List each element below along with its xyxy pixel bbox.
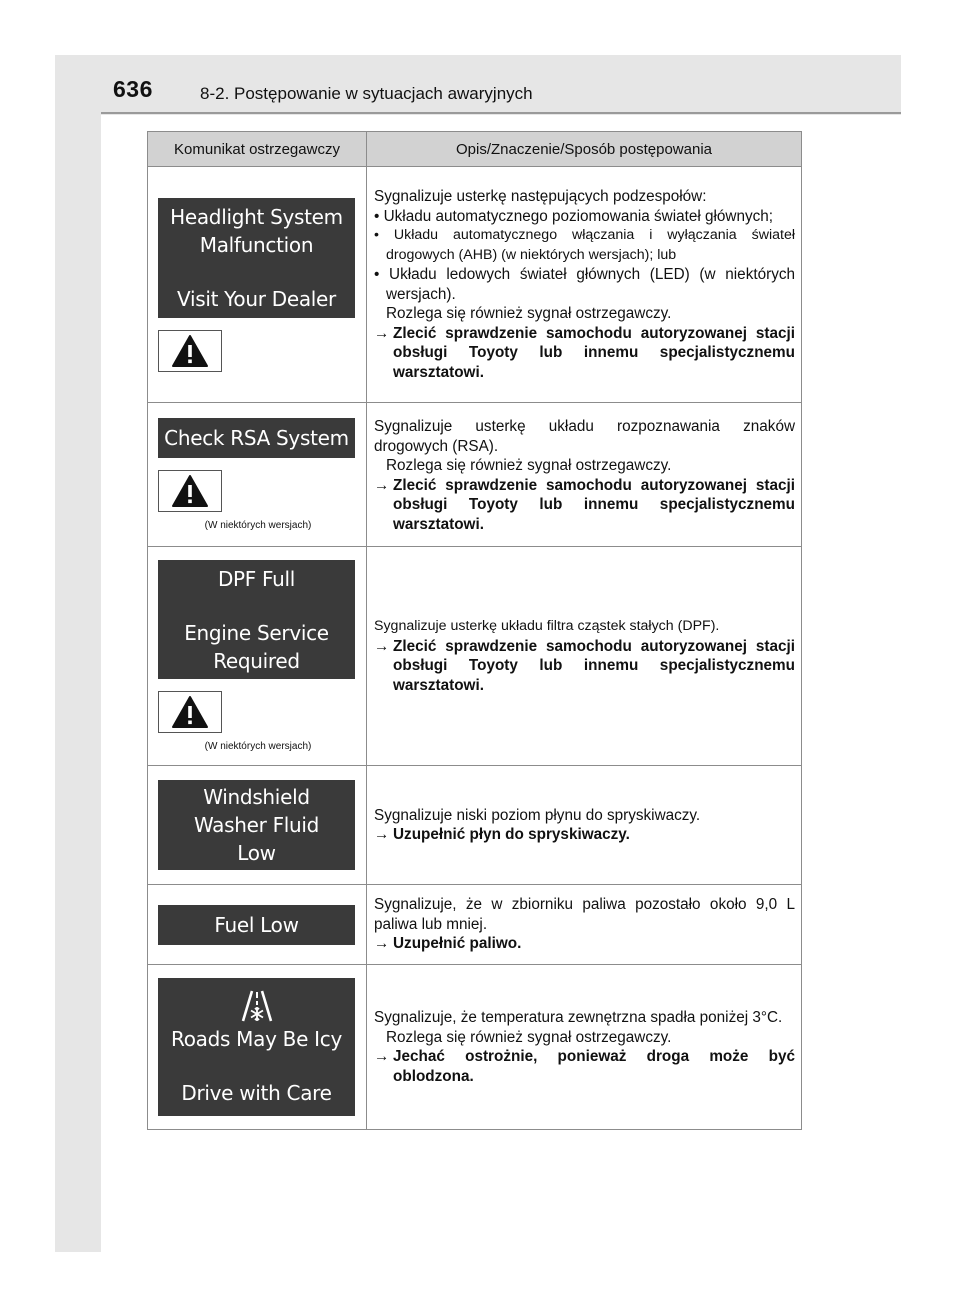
description-cell (367, 885, 802, 965)
page-side-strip (55, 55, 101, 1252)
screen-line: Fuel Low (214, 912, 299, 937)
description-text: Sygnalizuje, że temperatura zewnętrzna spadła poniżej 3°C. (374, 1009, 783, 1026)
description-text: Sygnalizuje usterkę układu rozpoznawania znaków drogowych (RSA). (374, 418, 795, 455)
message-cell (148, 965, 367, 1130)
table-row (148, 167, 802, 403)
arrow-icon: → (374, 935, 390, 953)
table-header-row (148, 132, 802, 167)
description-text: Sygnalizuje niski poziom płynu do spryskiwaczy. (374, 806, 701, 824)
action-label: Jechać ostrożnie, ponieważ droga może być oblodzona. (393, 1048, 795, 1085)
table-row (148, 885, 802, 965)
variant-note: (W niektórych wersjach) (204, 741, 312, 752)
display-screen (158, 560, 355, 679)
description-bullet: • Układu automatycznego poziomowania świateł głównych; (374, 207, 774, 225)
description-text: Sygnalizuje usterkę układu filtra cząstek stałych (DPF). (374, 618, 720, 634)
description-cell (367, 766, 802, 885)
table-row (148, 965, 802, 1130)
warning-triangle-icon (158, 330, 222, 372)
section-title: 8-2. Postępowanie w sytuacjach awaryjnych (200, 84, 533, 103)
display-screen (158, 198, 355, 318)
action-text (374, 324, 795, 383)
display-screen (158, 418, 355, 458)
action-label: Zlecić sprawdzenie samochodu autoryzowanej stacji obsługi Toyoty lub innemu specjalistycznemu warsztatowi. (393, 637, 795, 694)
screen-line: DPF Full (217, 566, 296, 591)
description-bullet: • Układu automatycznego włączania i wyłączania świateł drogowych (AHB) (w niektórych wersjach); lub (374, 227, 795, 263)
action-label: Zlecić sprawdzenie samochodu autoryzowanej stacji obsługi Toyoty lub innemu specjalistycznemu warsztatowi. (393, 324, 795, 381)
message-cell (148, 403, 367, 547)
display-screen (158, 905, 355, 945)
action-label: Uzupełnić płyn do spryskiwaczy. (393, 826, 630, 843)
column-header-description: Opis/Znaczenie/Sposób postępowania (367, 132, 802, 167)
header-rule (101, 112, 901, 114)
description-cell (367, 403, 802, 547)
variant-note: (W niektórych wersjach) (204, 520, 312, 531)
screen-line: Headlight System (170, 204, 343, 229)
display-screen (158, 780, 355, 870)
action-label: Uzupełnić paliwo. (393, 935, 522, 953)
description-bullet: • Układu ledowych świateł głównych (LED) (w niektórych wersjach). (374, 266, 795, 303)
screen-line: Low (237, 841, 276, 865)
table-row (148, 403, 802, 547)
screen-line: Malfunction (199, 232, 314, 257)
warning-message-table (147, 131, 802, 1130)
message-cell (148, 885, 367, 965)
action-text (374, 1047, 795, 1086)
screen-line: Engine Service (184, 620, 329, 645)
description-text: Rozlega się również sygnał ostrzegawczy. (386, 1028, 672, 1046)
display-screen (158, 978, 355, 1116)
message-cell (148, 547, 367, 766)
road-ice-icon (240, 987, 274, 1025)
screen-line: Washer Fluid (193, 813, 320, 837)
warning-triangle-icon (158, 470, 222, 512)
description-cell (367, 167, 802, 403)
description-cell (367, 965, 802, 1130)
screen-line: Required (213, 648, 300, 673)
warning-triangle-icon (158, 691, 222, 733)
description-cell (367, 547, 802, 766)
table-row (148, 766, 802, 885)
description-text: Sygnalizuje usterkę następujących podzespołów: (374, 188, 707, 205)
column-header-message: Komunikat ostrzegawczy (148, 132, 367, 167)
screen-line: Windshield (203, 785, 310, 809)
page-number: 636 (113, 76, 153, 102)
arrow-icon: → (374, 1048, 390, 1065)
message-cell (148, 167, 367, 403)
action-text (374, 637, 795, 696)
arrow-icon: → (374, 826, 390, 843)
description-text: Sygnalizuje, że w zbiorniku paliwa pozostało około 9,0 L paliwa lub mniej. (374, 896, 795, 933)
action-text (374, 476, 795, 535)
arrow-icon: → (374, 324, 390, 342)
action-text (374, 825, 795, 845)
action-text (374, 934, 795, 954)
table-row (148, 547, 802, 766)
description-text: Rozlega się również sygnał ostrzegawczy. (386, 305, 672, 322)
arrow-icon: → (374, 637, 390, 655)
description-text: Rozlega się również sygnał ostrzegawczy. (386, 457, 672, 474)
message-cell (148, 766, 367, 885)
screen-line: Check RSA System (164, 426, 349, 450)
screen-line: Roads May Be Icy (171, 1027, 342, 1051)
screen-line: Visit Your Dealer (177, 286, 336, 311)
screen-line: Drive with Care (181, 1081, 332, 1105)
action-label: Zlecić sprawdzenie samochodu autoryzowanej stacji obsługi Toyoty lub innemu specjalistycznemu warsztatowi. (393, 476, 795, 533)
arrow-icon: → (374, 476, 390, 494)
